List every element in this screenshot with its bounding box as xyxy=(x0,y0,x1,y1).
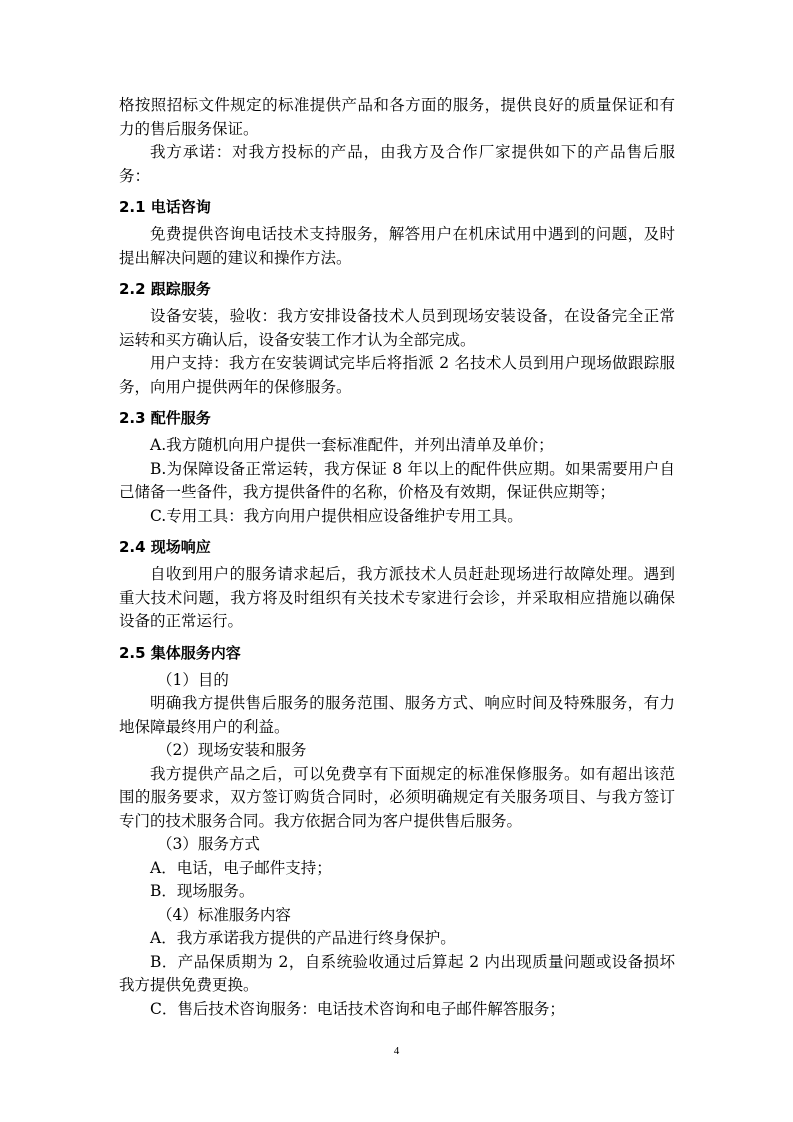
section-2-5-standard-service-a: A．我方承诺我方提供的产品进行终身保护。 xyxy=(150,929,456,947)
page-number: 4 xyxy=(393,1045,400,1057)
section-2-4-paragraph-1: 自收到用户的服务请求起后，我方派技术人员赶赴现场进行故障处理。遇到重大技术问题，我方将及时组织有关技术专家进行会诊，并采取相应措施以确保设备的正常运行。 xyxy=(119,565,675,630)
section-2-5-service-mode-b: B．现场服务。 xyxy=(150,882,255,900)
section-2-5-subheading-service-mode: （3）服务方式 xyxy=(157,835,260,853)
intro-paragraph-2: 我方承诺：对我方投标的产品，由我方及合作厂家提供如下的产品售后服务： xyxy=(119,143,675,185)
section-2-5-heading: 2.5 集体服务内容 xyxy=(119,643,241,662)
section-2-5-purpose-text: 明确我方提供售后服务的服务范围、服务方式、响应时间及特殊服务，有力地保障最终用户的利益。 xyxy=(119,694,675,736)
section-2-5-subheading-standard-service: （4）标准服务内容 xyxy=(157,905,291,924)
section-2-5-subheading-purpose: （1）目的 xyxy=(157,670,229,689)
section-2-5-subheading-installation: （2）现场安装和服务 xyxy=(157,741,307,759)
section-2-3-heading: 2.3 配件服务 xyxy=(119,409,211,427)
section-2-5-installation-text: 我方提供产品之后，可以免费享有下面规定的标准保修服务。如有超出该范围的服务要求，双方签订购货合同时，必须明确规定有关服务项目、与我方签订专门的技术服务合同。我方依据合同为客户提供售后服务。 xyxy=(119,764,675,830)
section-2-3-item-b: B.为保障设备正常运转，我方保证 8 年以上的配件供应期。如果需要用户自己储备一些备件，我方提供备件的名称，价格及有效期，保证供应期等； xyxy=(119,459,675,501)
section-2-5-service-mode-a: A．电话，电子邮件支持； xyxy=(150,858,332,877)
section-2-3-item-a: A.我方随机向用户提供一套标准配件，并列出清单及单价； xyxy=(150,436,554,454)
section-2-1-paragraph-1: 免费提供咨询电话技术支持服务，解答用户在机床试用中遇到的问题，及时提出解决问题的建议和操作方法。 xyxy=(119,225,675,267)
document-body xyxy=(119,94,675,1021)
intro-paragraph-1: 格按照招标文件规定的标准提供产品和各方面的服务，提供良好的质量保证和有力的售后服务保证。 xyxy=(119,96,675,138)
section-2-5-standard-service-c: C．售后技术咨询服务：电话技术咨询和电子邮件解答服务； xyxy=(150,999,565,1018)
section-2-2-paragraph-1: 设备安装，验收：我方安排设备技术人员到现场安装设备，在设备完全正常运转和买方确认后，设备安装工作才认为全部完成。 xyxy=(119,307,675,349)
section-2-4-heading: 2.4 现场响应 xyxy=(119,538,211,556)
section-2-5-standard-service-b: B．产品保质期为 2，自系统验收通过后算起 2 内出现质量问题或设备损坏我方提供免费更换。 xyxy=(119,952,675,994)
section-2-2-heading: 2.2 跟踪服务 xyxy=(119,280,211,298)
section-2-2-paragraph-2: 用户支持：我方在安装调试完毕后将指派 2 名技术人员到用户现场做跟踪服务，向用户提供两年的保修服务。 xyxy=(119,354,675,396)
section-2-1-heading: 2.1 电话咨询 xyxy=(119,198,211,216)
section-2-3-item-c: C.专用工具：我方向用户提供相应设备维护专用工具。 xyxy=(150,506,523,525)
